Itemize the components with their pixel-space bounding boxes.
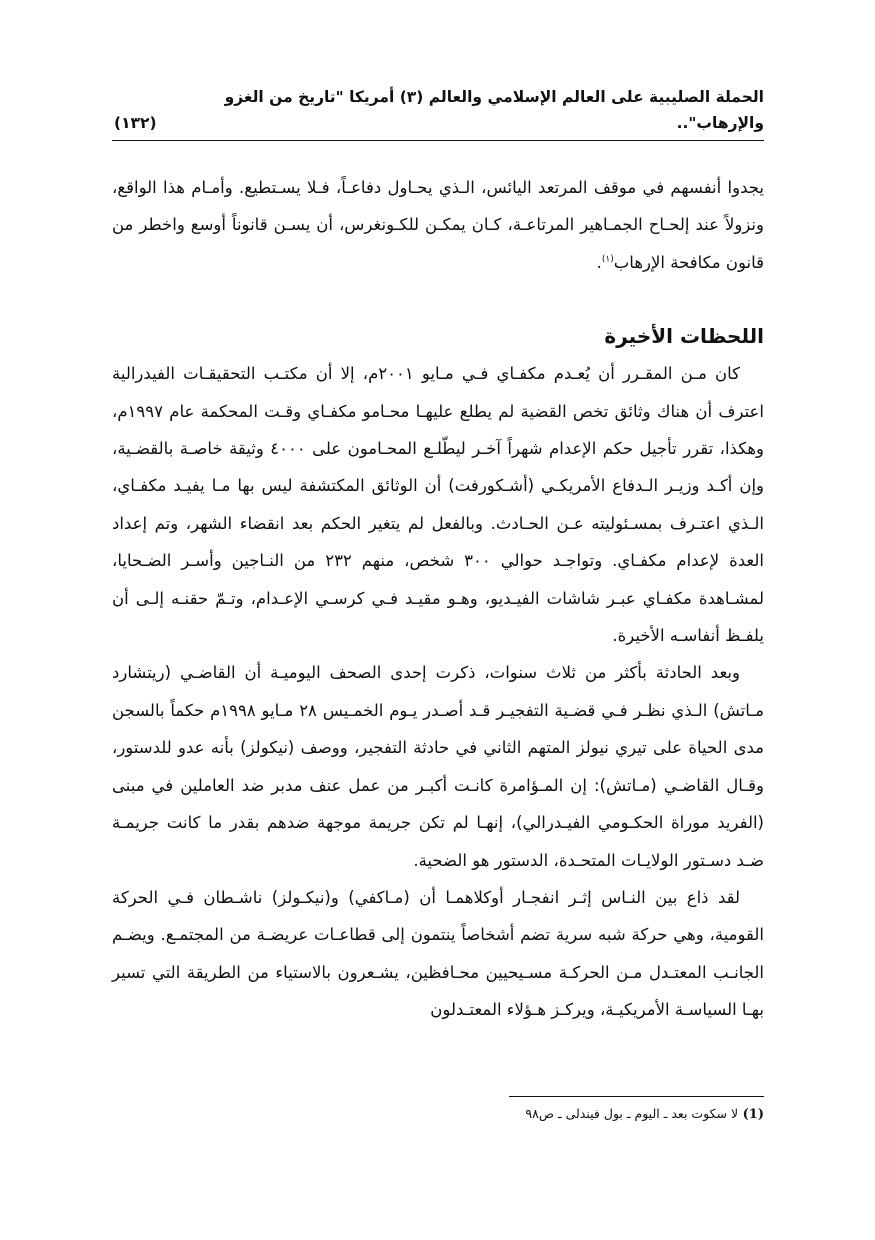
footnote-reference[interactable]: (١) — [601, 254, 614, 265]
footnote-number: (1) — [742, 1107, 764, 1122]
footnote-text: لا سكوت بعد ـ اليوم ـ بول فيندلى ـ ص٩٨ — [525, 1106, 739, 1121]
intro-paragraph: يجدوا أنفسهم في موقف المرتعد اليائس، الـذي يحـاول دفاعـاً، فـلا يسـتطيع. وأمـام هذا الواقع، ونزولاً عند إلحـاح الجمـاهير المرتاعـة، كـان يمكـن للكـونغرس، أن يسـن قانوناً أوسع واخطر من قانون مكافحة الإرهاب$^{(١)}$. — [112, 178, 764, 272]
paragraph: وبعد الحادثة بأكثر من ثلاث سنوات، ذكرت إحدى الصحف اليوميـة أن القاضـي (ريتشارد مـاتش) الـذي نظـر فـي قضـية التفجيـر قـد أصـدر يـوم الخمـيس ٢٨ مـايو ١٩٩٨م حكماً بالسجن مدى الحياة على تيري نيولز المتهم الثاني في حادثة التفجير، ووصف (نيكولز) بأنه عدو للدستور، وقـال القاضـي (مـاتش): إن المـؤامرة كانـت أكبـر من عمل عنف مدبر ضد العاملين في مبنى (الفريد موراة الحكـومي الفيـدرالي)، إنهـا لم تكن جريمة موجهة ضدهم بقدر ما كانت جريمـة ضـد دسـتور الولايـات المتحـدة، الدستور هو الضحية. — [112, 663, 764, 870]
page-number: (١٣٢) — [114, 114, 157, 132]
footnote-separator — [112, 1096, 764, 1097]
footnote — [112, 1106, 764, 1122]
running-header — [112, 84, 764, 141]
header-title: الحملة الصليبية على العالم الإسلامي والعالم (٣) أمريكا "تاريخ من الغزو والإرهاب".. — [224, 88, 764, 132]
paragraph: لقد ذاع بين النـاس إثـر انفجـار أوكلاهمـا أن (مـاكفي) و(نيكـولز) ناشـطان فـي الحركة القومية، وهي حركة شبه سرية تضم أشخاصاً ينتمون إلى قطاعـات عريضـة من المجتمـع. ويضـم الجانـب المعتـدل مـن الحركـة مسـيحيين محـافظين، يشـعرون بالاستياء من الطريقة التي تسير بهـا السياسـة الأمريكيـة، ويركـز هـؤلاء المعتـدلون — [112, 887, 764, 1020]
body-text — [112, 169, 764, 1029]
document-page — [112, 84, 764, 1029]
section-heading: اللحظات الأخيرة — [604, 324, 764, 349]
paragraph: كان مـن المقـرر أن يُعـدم مكفـاي فـي مـايو ٢٠٠١م، إلا أن مكتـب التحقيقـات الفيدرالية اعترف أن هناك وثائق تخص القضية لم يطلع عليهـا محـامو مكفـاي وقـت المحكمة عام ١٩٩٧م، وهكذا، تقرر تأجيل حكم الإعدام شهراً آخـر ليطّلـع المحـامون على ٤٠٠٠ وثيقة خاصـة بالقضـية، وإن أكـد وزيـر الـدفاع الأمريكـي (أشـكورفت) أن الوثائق المكتشفة ليس بها مـا يفيـد مكفـاي، الـذي اعتـرف بمسـئوليته عـن الحـادث. وبالفعل لم يتغير الحكم بعد انقضاء الشهر، وتم إعداد العدة لإعدام مكفـاي. وتواجـد حوالي ٣٠٠ شخص، منهم ٢٣٢ من النـاجين وأسـر الضـحايا، لمشـاهدة مكفـاي عبـر شاشات الفيـديو، وهـو مقيـد فـي كرسـي الإعـدام، وتـمّ حقنـه إلـى أن يلفـظ أنفاسـه الأخيرة. — [112, 364, 765, 646]
